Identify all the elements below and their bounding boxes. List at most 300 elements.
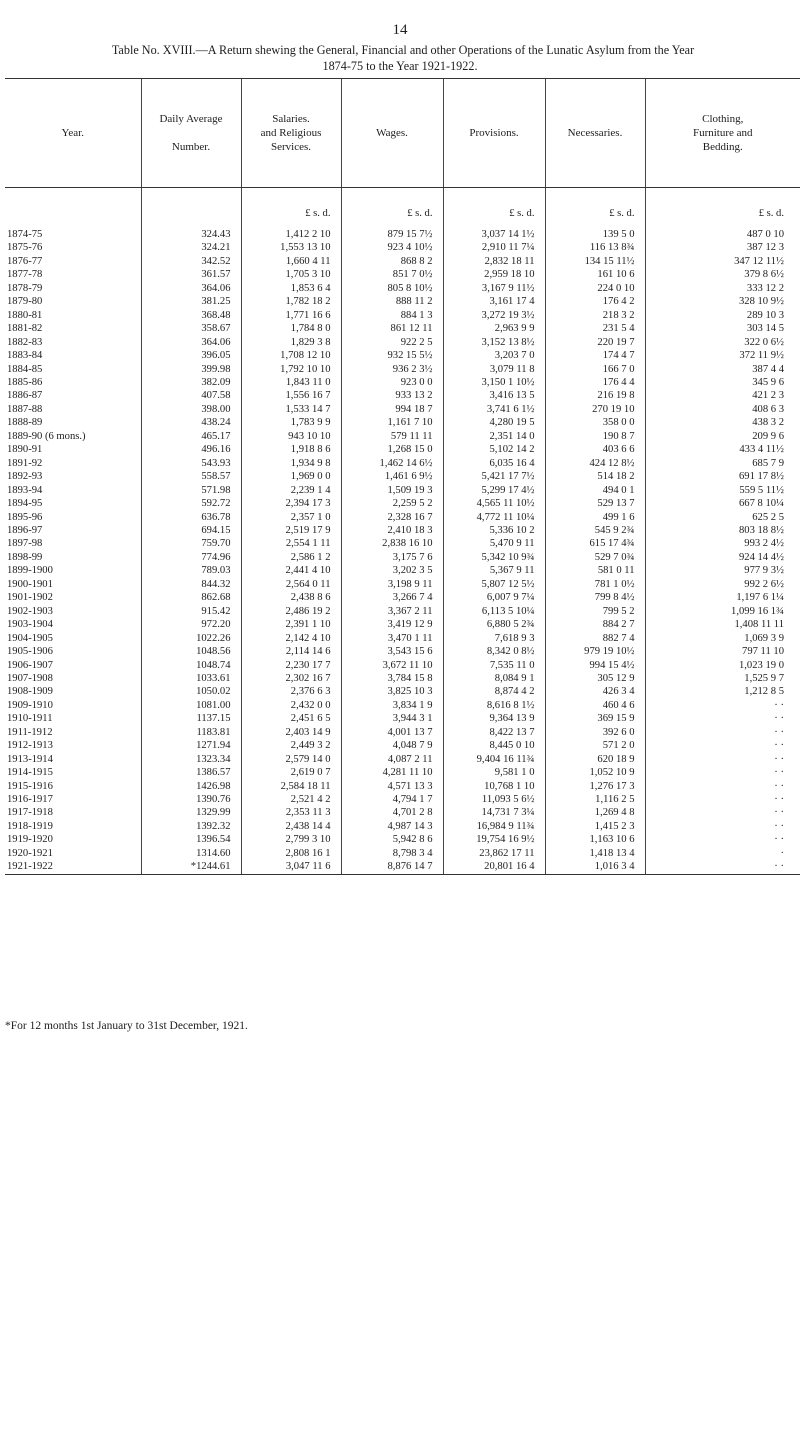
cell-clothing: 1,525 9 7 [645,672,800,685]
cell-provisions: 8,422 13 7 [443,726,545,739]
cell-wages: 3,825 10 3 [341,685,443,698]
unit-provisions: £ s. d. [443,188,545,229]
cell-daily-average: 496.16 [141,443,241,456]
cell-daily-average: 543.93 [141,457,241,470]
cell-clothing: 345 9 6 [645,376,800,389]
cell-salaries: 2,584 18 11 [241,780,341,793]
cell-provisions: 10,768 1 10 [443,780,545,793]
cell-salaries: 2,239 1 4 [241,484,341,497]
table-row [5,363,800,376]
cell-year: 1897-98 [7,538,43,550]
table-row [5,766,800,779]
cell-clothing: · · [645,712,800,725]
cell-clothing: 328 10 9½ [645,295,800,308]
cell-necessaries: 494 0 1 [545,484,645,497]
cell-daily-average: 1314.60 [141,847,241,860]
cell-necessaries: 529 13 7 [545,497,645,510]
cell-salaries: 1,792 10 10 [241,363,341,376]
cell-salaries: 943 10 10 [241,430,341,443]
cell-necessaries: 882 7 4 [545,632,645,645]
table-row [5,605,800,618]
cell-necessaries: 994 15 4½ [545,659,645,672]
cell-necessaries: 1,163 10 6 [545,833,645,846]
cell-year: 1874-75 [7,229,43,240]
cell-salaries: 2,142 4 10 [241,632,341,645]
cell-daily-average: 694.15 [141,524,241,537]
cell-necessaries: 116 13 8¾ [545,241,645,254]
cell-wages: 4,701 2 8 [341,806,443,819]
unit-year [5,188,141,229]
cell-year: 1881-82 [7,323,43,335]
cell-daily-average: 381.25 [141,295,241,308]
header-clothing: Clothing, Furniture and Bedding. [645,79,800,188]
cell-salaries: 2,403 14 9 [241,726,341,739]
unit-clothing: £ s. d. [645,188,800,229]
cell-daily-average: 1396.54 [141,833,241,846]
cell-necessaries: 545 9 2¾ [545,524,645,537]
cell-year: 1902-1903 [7,605,53,617]
cell-salaries: 1,918 8 6 [241,443,341,456]
cell-salaries: 1,412 2 10 [241,228,341,241]
cell-year: 1911-1912 [7,726,53,738]
cell-daily-average: 915.42 [141,605,241,618]
cell-clothing: · · [645,793,800,806]
table-row [5,457,800,470]
cell-salaries: 1,969 0 0 [241,470,341,483]
cell-provisions: 3,079 11 8 [443,363,545,376]
cell-clothing: 803 18 8½ [645,524,800,537]
cell-provisions: 23,862 17 11 [443,847,545,860]
cell-necessaries: 139 5 0 [545,228,645,241]
cell-salaries: 1,660 4 11 [241,255,341,268]
footnote: *For 12 months 1st January to 31st December, 1921. [5,1020,248,1032]
operations-table-container [5,78,800,875]
cell-salaries: 1,533 14 7 [241,403,341,416]
cell-necessaries: 615 17 4¾ [545,537,645,550]
cell-clothing: 625 2 5 [645,511,800,524]
cell-clothing: 685 7 9 [645,457,800,470]
table-row [5,618,800,631]
cell-salaries: 1,708 12 10 [241,349,341,362]
cell-wages: 879 15 7½ [341,228,443,241]
cell-salaries: 2,799 3 10 [241,833,341,846]
cell-provisions: 2,910 11 7¼ [443,241,545,254]
cell-provisions: 8,874 4 2 [443,685,545,698]
cell-wages: 4,087 2 11 [341,753,443,766]
cell-daily-average: 364.06 [141,282,241,295]
cell-provisions: 2,963 9 9 [443,322,545,335]
header-year: Year. [5,79,141,188]
table-row [5,739,800,752]
cell-wages: 8,798 3 4 [341,847,443,860]
cell-wages: 861 12 11 [341,322,443,335]
cell-necessaries: 190 8 7 [545,430,645,443]
cell-provisions: 7,535 11 0 [443,659,545,672]
cell-clothing: 667 8 10¼ [645,497,800,510]
cell-necessaries: 1,418 13 4 [545,847,645,860]
cell-provisions: 3,150 1 10½ [443,376,545,389]
cell-necessaries: 166 7 0 [545,363,645,376]
cell-year: 1878-79 [7,282,43,294]
cell-year: 1917-1918 [7,807,53,819]
table-row [5,591,800,604]
cell-provisions: 16,984 9 11¾ [443,820,545,833]
cell-daily-average: 1323.34 [141,753,241,766]
cell-necessaries: 529 7 0¾ [545,551,645,564]
cell-salaries: 2,619 0 7 [241,766,341,779]
cell-daily-average: 571.98 [141,484,241,497]
cell-provisions: 9,581 1 0 [443,766,545,779]
cell-daily-average: 972.20 [141,618,241,631]
cell-provisions: 5,367 9 11 [443,564,545,577]
cell-provisions: 2,351 14 0 [443,430,545,443]
cell-salaries: 1,553 13 10 [241,241,341,254]
cell-wages: 3,470 1 11 [341,632,443,645]
cell-daily-average: 1183.81 [141,726,241,739]
cell-daily-average: 1048.74 [141,659,241,672]
cell-wages: 1,268 15 0 [341,443,443,456]
cell-year: 1884-85 [7,363,43,375]
cell-salaries: 3,047 11 6 [241,860,341,874]
cell-clothing: 797 11 10 [645,645,800,658]
cell-daily-average: 1033.61 [141,672,241,685]
cell-daily-average: 1081.00 [141,699,241,712]
cell-daily-average: 844.32 [141,578,241,591]
header-daily-average: Daily Average Number. [141,79,241,188]
cell-clothing: · · [645,739,800,752]
cell-necessaries: 979 19 10½ [545,645,645,658]
header-provisions: Provisions. [443,79,545,188]
cell-wages: 936 2 3½ [341,363,443,376]
cell-salaries: 1,782 18 2 [241,295,341,308]
cell-necessaries: 620 18 9 [545,753,645,766]
cell-salaries: 2,353 11 3 [241,806,341,819]
cell-provisions: 19,754 16 9½ [443,833,545,846]
cell-year: 1914-1915 [7,767,53,779]
cell-necessaries: 1,016 3 4 [545,860,645,874]
cell-salaries: 1,853 6 4 [241,282,341,295]
cell-clothing: 387 12 3 [645,241,800,254]
cell-wages: 3,367 2 11 [341,605,443,618]
cell-provisions: 9,404 16 11¾ [443,753,545,766]
cell-wages: 2,410 18 3 [341,524,443,537]
cell-daily-average: 1022.26 [141,632,241,645]
cell-wages: 868 8 2 [341,255,443,268]
cell-wages: 4,794 1 7 [341,793,443,806]
cell-year: 1919-1920 [7,834,53,846]
cell-year: 1901-1902 [7,592,53,604]
cell-year: 1907-1908 [7,672,53,684]
table-row [5,484,800,497]
cell-year: 1915-1916 [7,780,53,792]
cell-necessaries: 1,269 4 8 [545,806,645,819]
cell-year: 1918-1919 [7,820,53,832]
cell-provisions: 3,037 14 1½ [443,228,545,241]
cell-provisions: 4,772 11 10¼ [443,511,545,524]
table-row [5,241,800,254]
table-row [5,497,800,510]
cell-year: 1882-83 [7,336,43,348]
cell-daily-average: 361.57 [141,268,241,281]
cell-necessaries: 176 4 2 [545,295,645,308]
cell-salaries: 2,441 4 10 [241,564,341,577]
cell-provisions: 9,364 13 9 [443,712,545,725]
cell-provisions: 3,152 13 8½ [443,336,545,349]
cell-clothing: · · [645,860,800,874]
cell-salaries: 2,438 14 4 [241,820,341,833]
table-row [5,336,800,349]
cell-provisions: 3,167 9 11½ [443,282,545,295]
cell-provisions: 6,113 5 10¼ [443,605,545,618]
table-row [5,228,800,241]
cell-year: 1909-1910 [7,699,53,711]
cell-provisions: 3,416 13 5 [443,389,545,402]
cell-wages: 3,543 15 6 [341,645,443,658]
table-row [5,524,800,537]
cell-wages: 1,462 14 6½ [341,457,443,470]
cell-year: 1888-89 [7,417,43,429]
table-row [5,659,800,672]
cell-daily-average: 358.67 [141,322,241,335]
table-row [5,511,800,524]
header-necessaries: Necessaries. [545,79,645,188]
cell-provisions: 5,421 17 7½ [443,470,545,483]
cell-daily-average: 558.57 [141,470,241,483]
cell-year: 1893-94 [7,484,43,496]
cell-clothing: 421 2 3 [645,389,800,402]
cell-provisions: 6,035 16 4 [443,457,545,470]
cell-daily-average: 382.09 [141,376,241,389]
cell-necessaries: 305 12 9 [545,672,645,685]
table-row [5,645,800,658]
cell-necessaries: 424 12 8½ [545,457,645,470]
cell-daily-average: 324.43 [141,228,241,241]
cell-clothing: 379 8 6½ [645,268,800,281]
cell-salaries: 2,586 1 2 [241,551,341,564]
cell-daily-average: 636.78 [141,511,241,524]
cell-provisions: 5,299 17 4½ [443,484,545,497]
cell-necessaries: 134 15 11½ [545,255,645,268]
cell-clothing: · · [645,753,800,766]
cell-wages: 1,461 6 9½ [341,470,443,483]
cell-necessaries: 571 2 0 [545,739,645,752]
cell-clothing: · [645,847,800,860]
cell-necessaries: 270 19 10 [545,403,645,416]
cell-provisions: 6,880 5 2¾ [443,618,545,631]
cell-salaries: 2,394 17 3 [241,497,341,510]
cell-salaries: 1,771 16 6 [241,309,341,322]
table-header [5,79,800,188]
cell-necessaries: 176 4 4 [545,376,645,389]
cell-wages: 933 13 2 [341,389,443,402]
cell-daily-average: 759.70 [141,537,241,550]
cell-salaries: 2,521 4 2 [241,793,341,806]
table-row [5,389,800,402]
cell-year: 1894-95 [7,498,43,510]
table-row [5,753,800,766]
cell-wages: 923 0 0 [341,376,443,389]
cell-salaries: 1,705 3 10 [241,268,341,281]
unit-daily-average [141,188,241,229]
cell-clothing: · · [645,699,800,712]
cell-year: 1889-90 (6 mons.) [7,430,86,442]
cell-year: 1903-1904 [7,619,53,631]
cell-year: 1890-91 [7,444,43,456]
cell-salaries: 2,579 14 0 [241,753,341,766]
cell-year: 1883-84 [7,350,43,362]
cell-wages: 3,198 9 11 [341,578,443,591]
table-row [5,578,800,591]
cell-provisions: 4,280 19 5 [443,416,545,429]
cell-provisions: 5,470 9 11 [443,537,545,550]
table-row [5,309,800,322]
cell-provisions: 6,007 9 7¼ [443,591,545,604]
cell-salaries: 2,486 19 2 [241,605,341,618]
cell-clothing: 992 2 6½ [645,578,800,591]
cell-provisions: 3,272 19 3½ [443,309,545,322]
cell-necessaries: 799 8 4½ [545,591,645,604]
cell-clothing: 924 14 4½ [645,551,800,564]
cell-salaries: 2,519 17 9 [241,524,341,537]
cell-clothing: 209 9 6 [645,430,800,443]
cell-necessaries: 781 1 0½ [545,578,645,591]
cell-provisions: 3,741 6 1½ [443,403,545,416]
table-row [5,403,800,416]
table-row [5,672,800,685]
page-number: 14 [392,22,408,38]
cell-year: 1875-76 [7,242,43,254]
table-row [5,699,800,712]
table-row [5,416,800,429]
cell-clothing: 347 12 11½ [645,255,800,268]
cell-necessaries: 460 4 6 [545,699,645,712]
cell-necessaries: 1,116 2 5 [545,793,645,806]
cell-provisions: 2,832 18 11 [443,255,545,268]
cell-provisions: 8,616 8 1½ [443,699,545,712]
cell-salaries: 2,438 8 6 [241,591,341,604]
table-row [5,349,800,362]
cell-clothing: 993 2 4½ [645,537,800,550]
cell-clothing: 1,099 16 1¾ [645,605,800,618]
table-row [5,443,800,456]
cell-wages: 2,259 5 2 [341,497,443,510]
table-row [5,295,800,308]
cell-daily-average: 1386.57 [141,766,241,779]
cell-daily-average: 324.21 [141,241,241,254]
cell-wages: 932 15 5½ [341,349,443,362]
cell-necessaries: 426 3 4 [545,685,645,698]
unit-wages: £ s. d. [341,188,443,229]
cell-salaries: 1,556 16 7 [241,389,341,402]
cell-salaries: 2,391 1 10 [241,618,341,631]
cell-clothing: · · [645,833,800,846]
cell-wages: 3,175 7 6 [341,551,443,564]
table-subtitle: 1874-75 to the Year 1921-1922. [322,59,478,73]
cell-year: 1892-93 [7,471,43,483]
units-row [5,188,800,229]
cell-salaries: 1,829 3 8 [241,336,341,349]
cell-necessaries: 403 6 6 [545,443,645,456]
cell-wages: 4,001 13 7 [341,726,443,739]
cell-daily-average: 1426.98 [141,780,241,793]
header-wages: Wages. [341,79,443,188]
cell-wages: 4,281 11 10 [341,766,443,779]
cell-wages: 1,161 7 10 [341,416,443,429]
table-row [5,376,800,389]
cell-wages: 4,987 14 3 [341,820,443,833]
cell-provisions: 8,342 0 8½ [443,645,545,658]
cell-wages: 922 2 5 [341,336,443,349]
cell-year: 1899-1900 [7,565,53,577]
cell-provisions: 8,084 9 1 [443,672,545,685]
cell-clothing: 977 9 3½ [645,564,800,577]
table-body [5,188,800,875]
unit-salaries: £ s. d. [241,188,341,229]
cell-clothing: 408 6 3 [645,403,800,416]
cell-provisions: 5,807 12 5½ [443,578,545,591]
cell-necessaries: 224 0 10 [545,282,645,295]
cell-year: 1891-92 [7,457,43,469]
cell-necessaries: 174 4 7 [545,349,645,362]
cell-daily-average: 465.17 [141,430,241,443]
cell-necessaries: 161 10 6 [545,268,645,281]
cell-wages: 4,571 13 3 [341,780,443,793]
cell-year: 1887-88 [7,403,43,415]
cell-salaries: 2,114 14 6 [241,645,341,658]
cell-year: 1876-77 [7,255,43,267]
table-row [5,551,800,564]
cell-salaries: 2,357 1 0 [241,511,341,524]
cell-daily-average: 407.58 [141,389,241,402]
cell-salaries: 2,554 1 11 [241,537,341,550]
cell-clothing: 289 10 3 [645,309,800,322]
cell-daily-average: 1271.94 [141,739,241,752]
table-title: Table No. XVIII.—A Return shewing the General, Financial and other Operations of the Lunatic Asylum from the Year [111,43,695,57]
cell-clothing: · · [645,726,800,739]
cell-daily-average: 399.98 [141,363,241,376]
cell-wages: 3,266 7 4 [341,591,443,604]
cell-year: 1885-86 [7,376,43,388]
cell-daily-average: 774.96 [141,551,241,564]
cell-clothing: 387 4 4 [645,363,800,376]
cell-year: 1916-1917 [7,794,53,806]
cell-provisions: 4,565 11 10½ [443,497,545,510]
table-row [5,860,800,874]
cell-salaries: 2,376 6 3 [241,685,341,698]
cell-salaries: 1,843 11 0 [241,376,341,389]
table-row [5,322,800,335]
table-row [5,255,800,268]
cell-wages: 4,048 7 9 [341,739,443,752]
table-row [5,685,800,698]
cell-provisions: 3,161 17 4 [443,295,545,308]
cell-clothing: 487 0 10 [645,228,800,241]
cell-wages: 3,944 3 1 [341,712,443,725]
cell-year: 1880-81 [7,309,43,321]
cell-necessaries: 1,052 10 9 [545,766,645,779]
table-row [5,632,800,645]
cell-daily-average: 1050.02 [141,685,241,698]
cell-wages: 3,672 11 10 [341,659,443,672]
cell-wages: 2,838 16 10 [341,537,443,550]
cell-necessaries: 499 1 6 [545,511,645,524]
table-row [5,564,800,577]
cell-daily-average: 1329.99 [141,806,241,819]
cell-wages: 1,509 19 3 [341,484,443,497]
cell-necessaries: 358 0 0 [545,416,645,429]
cell-salaries: 2,230 17 7 [241,659,341,672]
cell-wages: 8,876 14 7 [341,860,443,874]
